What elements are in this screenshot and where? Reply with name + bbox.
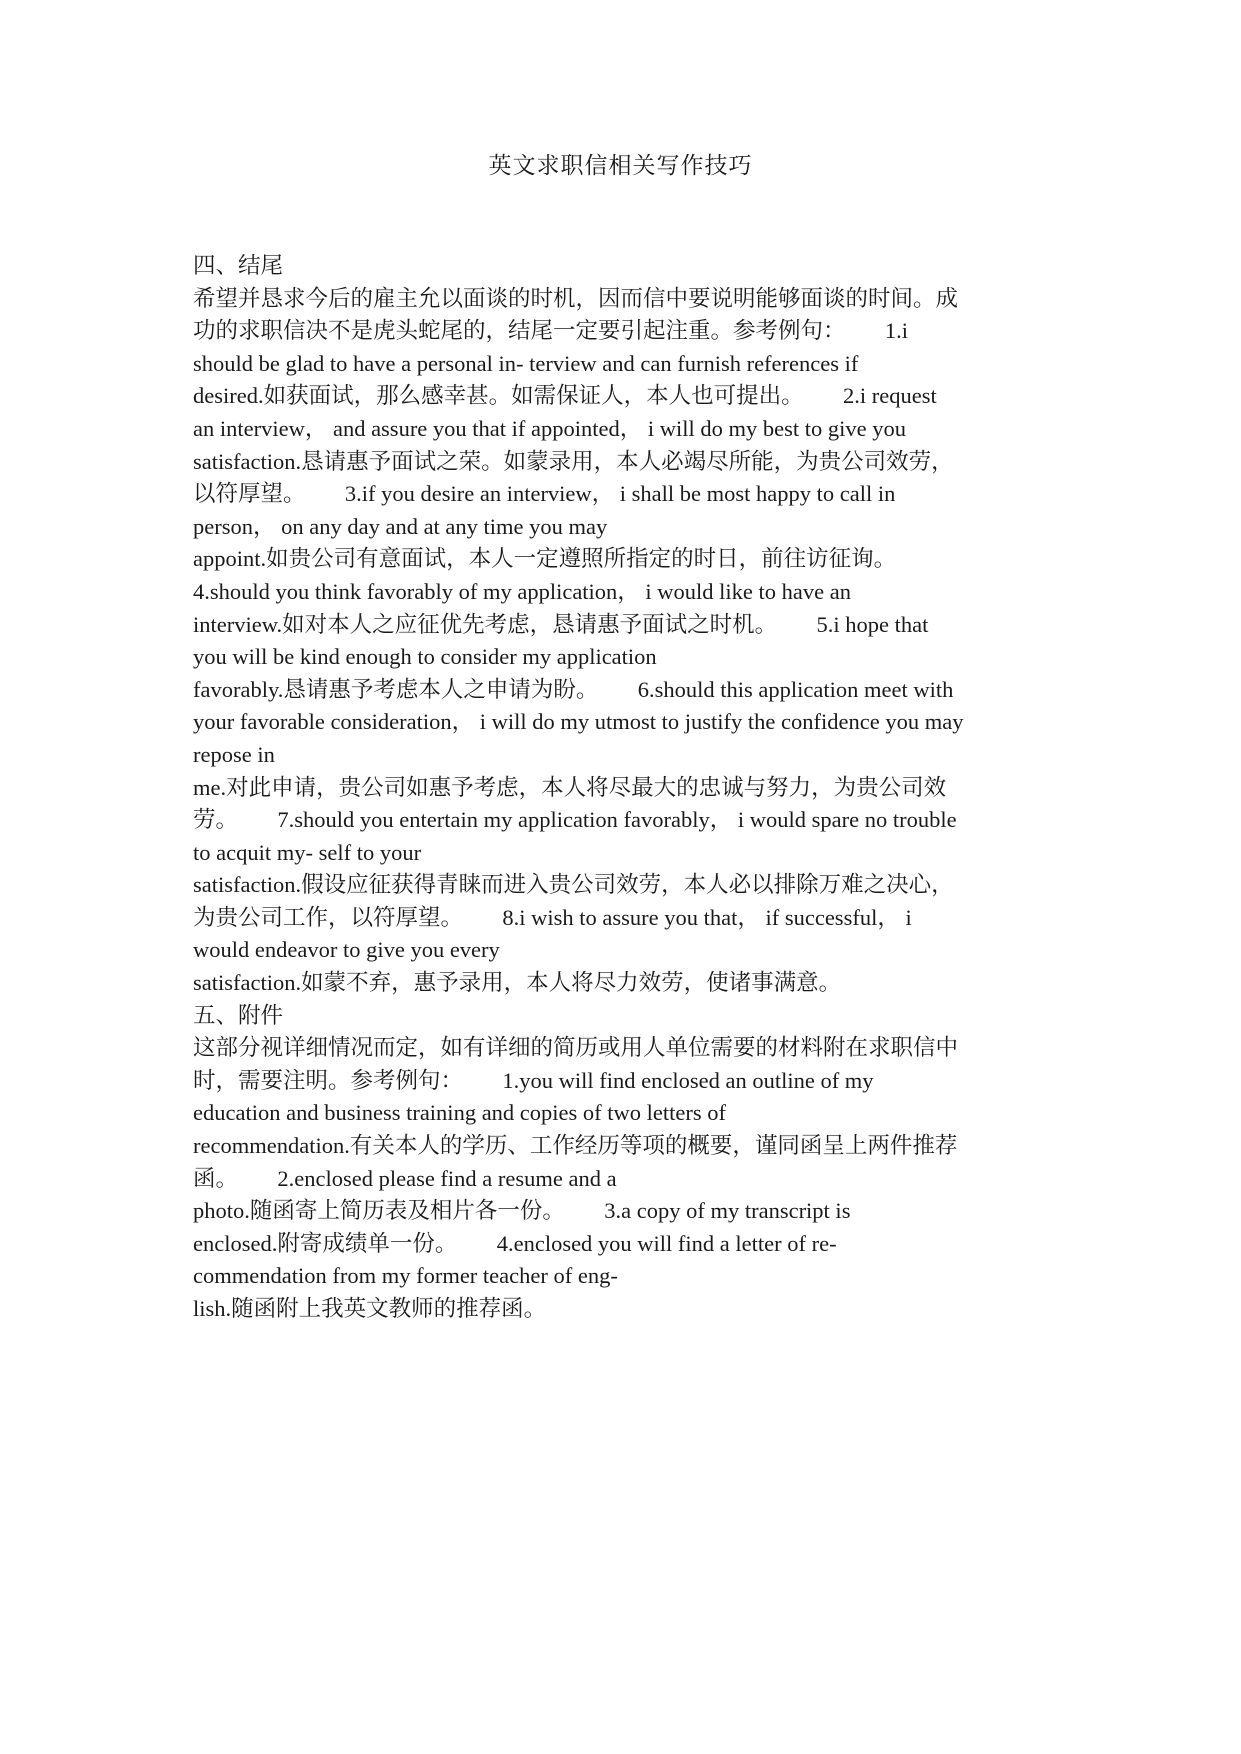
body-line: 时，需要注明。参考例句： 1.you will find enclosed an outline of my: [193, 1067, 874, 1093]
body-line: recommendation.有关本人的学历、工作经历等项的概要，谨同函呈上两件推荐: [193, 1133, 958, 1159]
document-body: [193, 250, 1053, 1326]
body-line: commendation from my former teacher of eng-: [193, 1263, 618, 1289]
body-line: an interview， and assure you that if appointed， i will do my best to give you: [193, 415, 906, 441]
body-line: your favorable consideration， i will do my utmost to justify the confidence you may: [193, 709, 964, 735]
body-line: lish.随函附上我英文教师的推荐函。: [193, 1296, 547, 1321]
body-line: photo.随函寄上简历表及相片各一份。 3.a copy of my transcript is: [193, 1198, 851, 1224]
document-title: 英文求职信相关写作技巧: [488, 153, 753, 178]
body-line: satisfaction.假设应征获得青睐而进入贵公司效劳，本人必以排除万难之决心，: [193, 872, 954, 898]
body-line: me.对此申请，贵公司如惠予考虑，本人将尽最大的忠诚与努力，为贵公司效: [193, 774, 947, 800]
body-line: repose in: [193, 741, 275, 767]
body-line: 为贵公司工作，以符厚望。 8.i wish to assure you that， if successful， i: [193, 904, 912, 930]
body-line: you will be kind enough to consider my application: [193, 644, 657, 670]
body-line: 四、结尾: [193, 253, 284, 278]
body-line: 以符厚望。 3.if you desire an interview， i shall be most happy to call in: [193, 481, 896, 507]
body-line: favorably.恳请惠予考虑本人之申请为盼。 6.should this application meet with: [193, 676, 954, 702]
body-line: 函。 2.enclosed please find a resume and a: [193, 1165, 617, 1191]
body-line: 五、附件: [193, 1002, 284, 1028]
body-line: 劳。 7.should you entertain my application favorably， i would spare no trouble: [193, 807, 957, 833]
body-line: person， on any day and at any time you may: [193, 513, 608, 539]
body-line: desired.如获面试，那么感幸甚。如需保证人，本人也可提出。 2.i request: [193, 383, 937, 409]
body-line: interview.如对本人之应征优先考虑，恳请惠予面试之时机。 5.i hope that: [193, 611, 929, 637]
body-line: to acquit my- self to your: [193, 839, 422, 865]
body-line: education and business training and copies of two letters of: [193, 1100, 726, 1126]
body-line: 4.should you think favorably of my application， i would like to have an: [193, 578, 852, 604]
body-line: would endeavor to give you every: [193, 937, 500, 963]
body-line: 这部分视详细情况而定，如有详细的简历或用人单位需要的材料附在求职信中: [193, 1035, 959, 1061]
body-line: enclosed.附寄成绩单一份。 4.enclosed you will find a letter of re-: [193, 1230, 837, 1256]
body-line: satisfaction.如蒙不弃，惠予录用，本人将尽力效劳，使诸事满意。: [193, 970, 842, 996]
body-line: satisfaction.恳请惠予面试之荣。如蒙录用，本人必竭尽所能，为贵公司效劳，: [193, 448, 954, 474]
body-line: 希望并恳求今后的雇主允以面谈的时机，因而信中要说明能够面谈的时间。成: [193, 285, 959, 311]
body-line: appoint.如贵公司有意面试，本人一定遵照所指定的时日，前往访征询。: [193, 546, 897, 572]
body-line: 功的求职信决不是虎头蛇尾的，结尾一定要引起注重。参考例句： 1.i: [193, 318, 909, 344]
body-line: should be glad to have a personal in- terview and can furnish references if: [193, 350, 859, 376]
